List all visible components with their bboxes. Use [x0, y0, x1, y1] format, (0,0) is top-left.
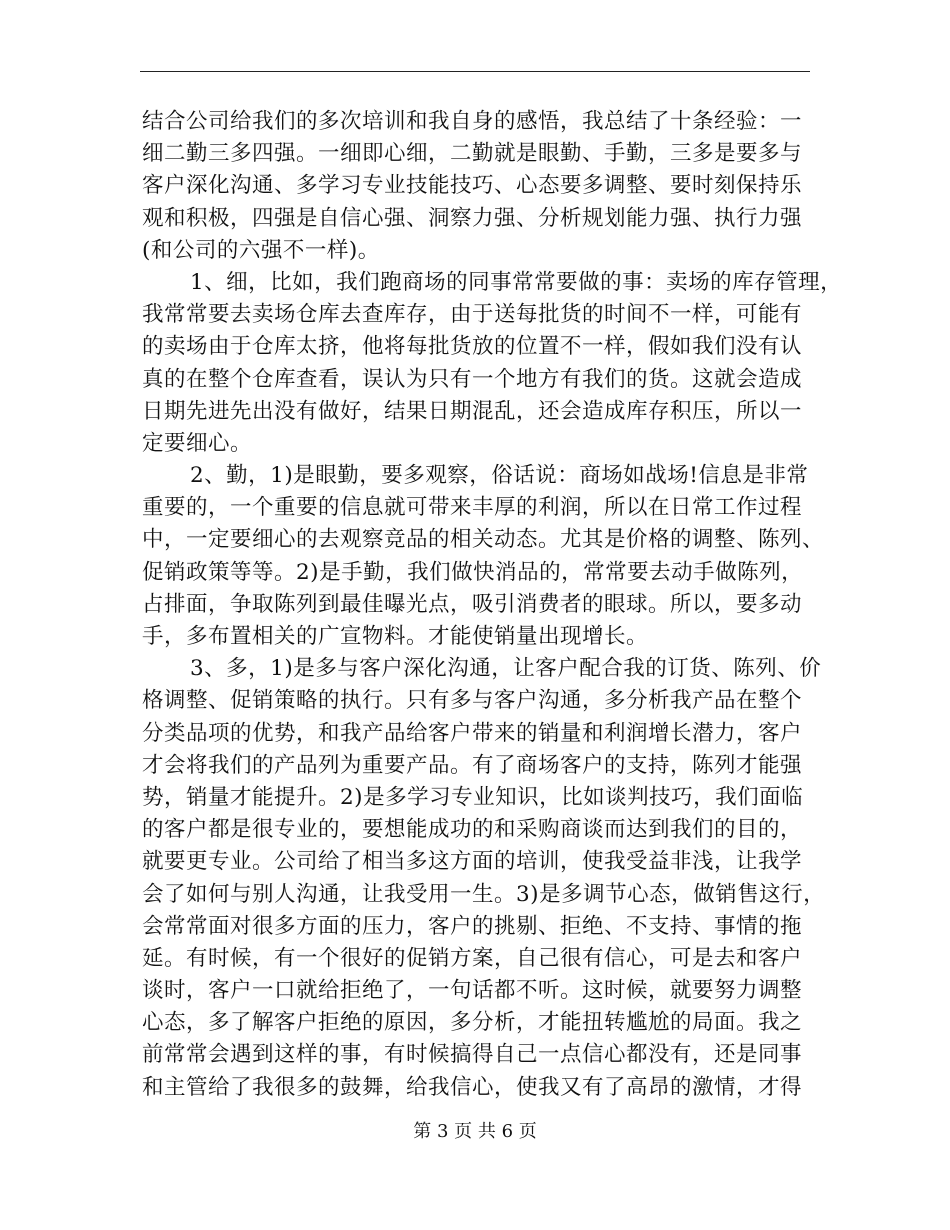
text-line: 真的在整个仓库查看，误认为只有一个地方有我们的货。这就会造成	[142, 366, 803, 392]
document-body	[142, 106, 843, 1104]
text-line: 和主管给了我很多的鼓舞，给我信心，使我又有了高昂的激情，才得	[142, 1074, 803, 1100]
text-line: 1、细，比如，我们跑商场的同事常常要做的事：卖场的库存管理，	[190, 269, 843, 295]
text-line: 才会将我们的产品列为重要产品。有了商场客户的支持，陈列才能强	[142, 752, 803, 778]
text-line: 中，一定要细心的去观察竞品的相关动态。尤其是价格的调整、陈列、	[142, 527, 825, 553]
text-line: 2、勤，1)是眼勤，要多观察，俗话说：商场如战场!信息是非常	[190, 463, 809, 489]
text-line: 格调整、促销策略的执行。只有多与客户沟通，多分析我产品在整个	[142, 688, 803, 714]
text-line: 细二勤三多四强。一细即心细，二勤就是眼勤、手勤，三多是要多与	[142, 141, 803, 167]
text-line: 重要的，一个重要的信息就可带来丰厚的利润，所以在日常工作过程	[142, 495, 803, 521]
page-footer: 第 3 页 共 6 页	[413, 1121, 537, 1142]
text-line: 的卖场由于仓库太挤，他将每批货放的位置不一样，假如我们没有认	[142, 334, 803, 360]
text-line: (和公司的六强不一样)。	[142, 237, 380, 263]
text-line: 分类品项的优势，和我产品给客户带来的销量和利润增长潜力，客户	[142, 720, 803, 746]
text-line: 延。有时候，有一个很好的促销方案，自己很有信心，可是去和客户	[142, 945, 803, 971]
text-line: 手，多布置相关的广宣物料。才能使销量出现增长。	[142, 624, 649, 649]
text-line: 谈时，客户一口就给拒绝了，一句话都不听。这时候，就要努力调整	[142, 978, 803, 1004]
text-line: 我常常要去卖场仓库去查库存，由于送每批货的时间不一样，可能有	[142, 302, 803, 328]
text-line: 促销政策等等。2)是手勤，我们做快消品的，常常要去动手做陈列，	[142, 559, 804, 585]
text-line: 就要更专业。公司给了相当多这方面的培训，使我受益非浅，让我学	[142, 849, 803, 875]
text-line: 势，销量才能提升。2)是多学习专业知识，比如谈判技巧，我们面临	[142, 784, 804, 810]
text-line: 心态，多了解客户拒绝的原因，多分析，才能扭转尴尬的局面。我之	[142, 1010, 803, 1036]
text-line: 日期先进先出没有做好，结果日期混乱，还会造成库存积压，所以一	[142, 398, 803, 424]
text-line: 结合公司给我们的多次培训和我自身的感悟，我总结了十条经验：一	[142, 109, 803, 134]
text-line: 占排面，争取陈列到最佳曝光点，吸引消费者的眼球。所以，要多动	[142, 591, 803, 617]
text-line: 前常常会遇到这样的事，有时候搞得自己一点信心都没有，还是同事	[142, 1042, 803, 1068]
text-line: 观和积极，四强是自信心强、洞察力强、分析规划能力强、执行力强	[142, 205, 803, 231]
text-line: 的客户都是很专业的，要想能成功的和采购商谈而达到我们的目的，	[142, 817, 803, 843]
text-line: 定要细心。	[142, 430, 253, 456]
text-line: 客户深化沟通、多学习专业技能技巧、心态要多调整、要时刻保持乐	[142, 173, 803, 199]
text-line: 会了如何与别人沟通，让我受用一生。3)是多调节心态，做销售这行，	[142, 881, 826, 907]
text-line: 3、多，1)是多与客户深化沟通，让客户配合我的订货、陈列、价	[190, 656, 822, 682]
header-rule	[140, 71, 810, 72]
text-line: 会常常面对很多方面的压力，客户的挑剔、拒绝、不支持、事情的拖	[142, 913, 803, 939]
